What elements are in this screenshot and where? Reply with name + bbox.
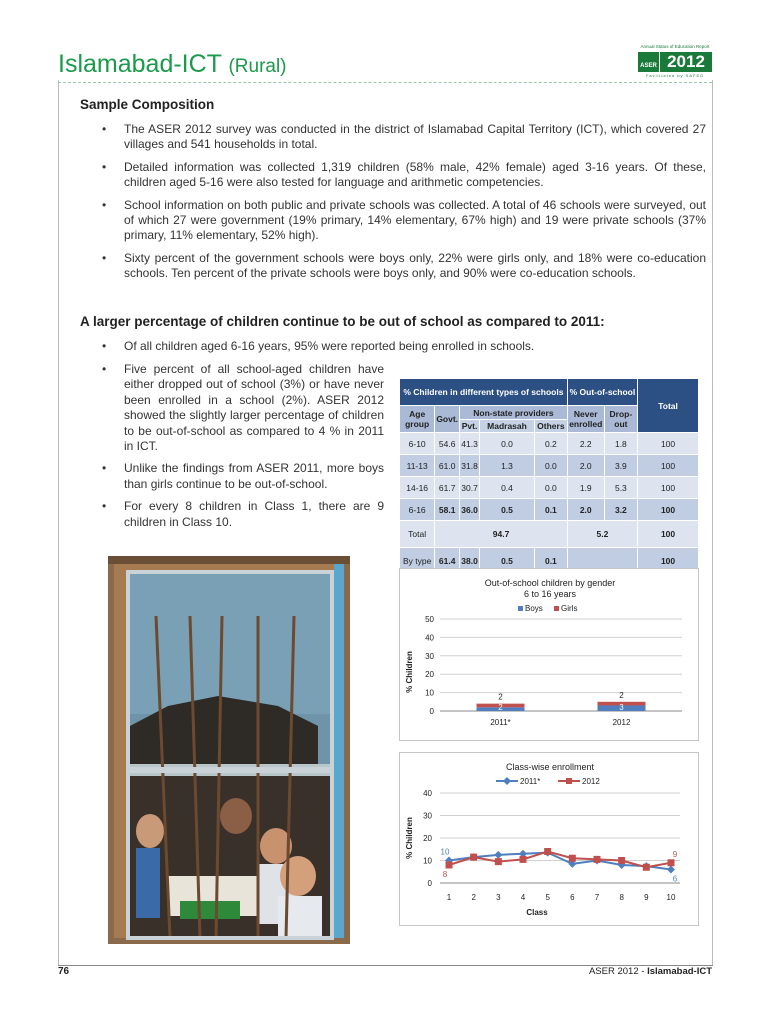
chart1-data-label: 2 — [498, 692, 503, 702]
cell-total-oos: 5.2 — [567, 521, 637, 548]
table-row — [400, 455, 699, 477]
cell-madrasah: 1.3 — [480, 455, 535, 477]
cell-drop: 3.2 — [604, 499, 637, 521]
sample-bullet: • Sixty percent of the government schools were boys only, 22% were girls only, and 18% were co-education schools. Ten percent of the private schools were boys only, and 90% were co-education schools. — [102, 251, 706, 282]
photo-children-window — [108, 556, 350, 944]
chart1-ytick-label: 10 — [425, 688, 434, 698]
header-total: Total — [638, 379, 699, 433]
sample-bullet: • Detailed information was collected 1,319 children (58% male, 42% female) aged 3-16 years. Of these, children aged 5-16 were also tested for language and arithmetic competencies. — [102, 160, 706, 191]
logo-tagline: Annual Status of Education Report — [640, 44, 710, 49]
cell-drop: 3.9 — [604, 455, 637, 477]
header-others: Others — [534, 420, 567, 433]
outofschool-bullet-full-list — [102, 339, 542, 361]
oos-gender-chart — [399, 568, 699, 741]
cell-bytype-others: 0.1 — [534, 548, 567, 575]
chart2-xtick-label: 7 — [594, 893, 600, 902]
chart2-ylabel: % Children — [405, 817, 414, 859]
table-row — [400, 499, 699, 521]
cell-total-enrolled: 94.7 — [435, 521, 567, 548]
cell-bytype-total: 100 — [638, 548, 699, 575]
chart2-data-label: 10 — [440, 847, 450, 857]
chart2-point — [668, 859, 675, 866]
cell-govt: 54.6 — [435, 433, 460, 455]
logo-mark: ASER — [638, 52, 659, 72]
title-divider — [58, 82, 712, 83]
chart1-data-label: 2 — [498, 703, 503, 712]
footer-label — [560, 966, 712, 977]
chart2-series-line — [449, 852, 671, 868]
chart1-ytick-label: 50 — [425, 615, 434, 624]
chart2-title: Class-wise enrollment — [505, 762, 595, 772]
chart2-xlabel: Class — [526, 908, 548, 917]
chart1-category-label: 2012 — [612, 718, 631, 727]
outofschool-bullets — [102, 362, 384, 537]
cell-age: 6-10 — [400, 433, 435, 455]
footer-report: ASER 2012 - — [588, 966, 648, 977]
chart2-xtick-label: 2 — [471, 893, 476, 902]
chart1-ytick-label: 30 — [425, 651, 434, 661]
chart1-ytick-label: 40 — [425, 633, 434, 643]
chart1-legend-swatch — [518, 606, 523, 611]
header-drop-out: Drop-out — [604, 406, 637, 433]
cell-others: 0.1 — [534, 499, 567, 521]
cell-never: 2.0 — [567, 499, 604, 521]
class-enrollment-chart-svg — [400, 753, 700, 927]
cell-pvt: 31.8 — [460, 455, 480, 477]
chart1-data-label: 2 — [619, 690, 624, 700]
cell-age: 6-16 — [400, 499, 435, 521]
sample-bullets — [102, 122, 706, 289]
chart2-data-label: 6 — [672, 874, 678, 884]
chart2-point — [643, 864, 650, 871]
chart2-legend-label: 2011* — [520, 777, 541, 786]
chart2-xtick-label: 10 — [666, 893, 676, 902]
cell-pvt: 41.3 — [460, 433, 480, 455]
aser-logo — [637, 44, 713, 78]
chart2-ytick-label: 0 — [427, 879, 432, 888]
chart1-category-label: 2011* — [490, 718, 511, 727]
header-school-types: % Children in different types of schools — [400, 379, 568, 406]
cell-bytype-madrasah: 0.5 — [480, 548, 535, 575]
outofschool-heading: A larger percentage of children continue to be out of school as compared to 2011: — [80, 314, 605, 329]
chart1-ylabel: % Children — [405, 651, 414, 693]
header-pvt: Pvt. — [460, 420, 480, 433]
chart1-subtitle: 6 to 16 years — [523, 589, 577, 599]
header-non-state: Non-state providers — [460, 406, 568, 420]
chart2-point — [569, 855, 576, 862]
chart2-point — [446, 862, 453, 869]
chart1-ytick-label: 20 — [425, 670, 434, 680]
chart2-ytick-label: 40 — [423, 789, 432, 798]
chart2-point — [667, 866, 675, 874]
cell-never: 1.9 — [567, 477, 604, 499]
chart2-point — [495, 858, 502, 865]
chart2-xtick-label: 6 — [570, 893, 575, 902]
chart2-legend-label: 2012 — [582, 777, 600, 786]
chart2-point — [618, 857, 625, 864]
page-number: 76 — [58, 966, 70, 977]
title-main: Islamabad-ICT — [58, 50, 222, 78]
chart2-ytick-label: 20 — [423, 834, 432, 843]
oos-gender-chart-svg — [400, 569, 700, 742]
cell-madrasah: 0.4 — [480, 477, 535, 499]
cell-age: 11-13 — [400, 455, 435, 477]
chart2-xtick-label: 4 — [520, 893, 526, 902]
cell-pvt: 36.0 — [460, 499, 480, 521]
chart1-data-label: 3 — [619, 703, 624, 712]
title-subtitle: (Rural) — [228, 56, 287, 77]
outofschool-bullet: • Unlike the findings from ASER 2011, more boys than girls continue to be out-of-school. — [102, 461, 384, 492]
header-govt: Govt. — [435, 406, 460, 433]
cell-govt: 61.7 — [435, 477, 460, 499]
chart2-legend-marker — [503, 777, 511, 785]
header-madrasah: Madrasah — [480, 420, 535, 433]
page-title — [58, 50, 287, 79]
cell-total: 100 — [638, 455, 699, 477]
enrollment-table-wrap — [399, 378, 699, 575]
cell-madrasah: 0.5 — [480, 499, 535, 521]
chart1-legend-swatch — [554, 606, 559, 611]
cell-bytype-govt: 61.4 — [435, 548, 460, 575]
chart2-xtick-label: 9 — [644, 893, 649, 902]
sample-bullet: • The ASER 2012 survey was conducted in the district of Islamabad Capital Territory (ICT), which covered 27 villages and 541 households in total. — [102, 122, 706, 153]
page-frame-right — [712, 80, 713, 965]
table-row — [400, 477, 699, 499]
header-out-of-school: % Out-of-school — [567, 379, 637, 406]
cell-total: 100 — [638, 433, 699, 455]
chart2-xtick-label: 1 — [446, 893, 452, 902]
chart2-legend-marker — [566, 778, 572, 784]
header-age-group: Age group — [400, 406, 435, 433]
cell-total-total: 100 — [638, 521, 699, 548]
page-frame-left — [58, 80, 59, 965]
cell-age: 14-16 — [400, 477, 435, 499]
enrollment-table — [399, 378, 699, 575]
chart2-xtick-label: 3 — [496, 893, 501, 902]
cell-total: 100 — [638, 499, 699, 521]
cell-total-label: Total — [400, 521, 435, 548]
header-never-enrolled: Never enrolled — [567, 406, 604, 433]
chart2-point — [544, 848, 551, 855]
chart2-point — [594, 856, 601, 863]
cell-total: 100 — [638, 477, 699, 499]
chart2-xtick-label: 8 — [619, 893, 624, 902]
cell-others: 0.0 — [534, 477, 567, 499]
chart2-data-label: 9 — [672, 849, 678, 859]
cell-bytype-label: By type — [400, 548, 435, 575]
table-total-row — [400, 521, 699, 548]
cell-others: 0.0 — [534, 455, 567, 477]
chart1-ytick-label: 0 — [429, 707, 434, 716]
cell-bytype-pvt: 38.0 — [460, 548, 480, 575]
outofschool-bullet: • Of all children aged 6-16 years, 95% were reported being enrolled in schools. — [102, 339, 542, 354]
class-enrollment-chart — [399, 752, 699, 926]
chart2-point — [470, 854, 477, 861]
cell-drop: 1.8 — [604, 433, 637, 455]
outofschool-bullet: • Five percent of all school-aged children have either dropped out of school (3%) or have never been enrolled in a school (2%). ASER 2012 showed the slightly larger percentage of children to be out-of-school as compared to 4 % in 2011 in ICT. — [102, 362, 384, 454]
cell-govt: 61.0 — [435, 455, 460, 477]
sample-bullet: • School information on both public and private schools was collected. A total of 46 schools were surveyed, out of which 27 were government (19% primary, 14% elementary, 67% high) and 19 were private schools (37% primary, 11% elementary, 52% high). — [102, 198, 706, 244]
chart2-ytick-label: 30 — [423, 811, 432, 821]
logo-year: 2012 — [660, 52, 712, 72]
chart1-legend-label: Boys — [525, 604, 543, 613]
table-row — [400, 433, 699, 455]
outofschool-bullet: • For every 8 children in Class 1, there are 9 children in Class 10. — [102, 499, 384, 530]
chart1-title: Out-of-school children by gender — [484, 578, 616, 588]
cell-govt: 58.1 — [435, 499, 460, 521]
cell-never: 2.0 — [567, 455, 604, 477]
chart1-legend-label: Girls — [561, 604, 578, 613]
cell-never: 2.2 — [567, 433, 604, 455]
sample-heading: Sample Composition — [80, 97, 215, 112]
cell-madrasah: 0.0 — [480, 433, 535, 455]
cell-others: 0.2 — [534, 433, 567, 455]
cell-drop: 5.3 — [604, 477, 637, 499]
chart2-point — [494, 851, 502, 859]
chart2-data-label: 8 — [442, 870, 448, 879]
chart2-ytick-label: 10 — [423, 856, 432, 866]
cell-pvt: 30.7 — [460, 477, 480, 499]
chart2-point — [520, 856, 527, 863]
footer-district: Islamabad-ICT — [647, 966, 712, 977]
logo-facilitated: Facilitated by SAFED — [645, 73, 704, 78]
chart2-xtick-label: 5 — [545, 893, 550, 902]
